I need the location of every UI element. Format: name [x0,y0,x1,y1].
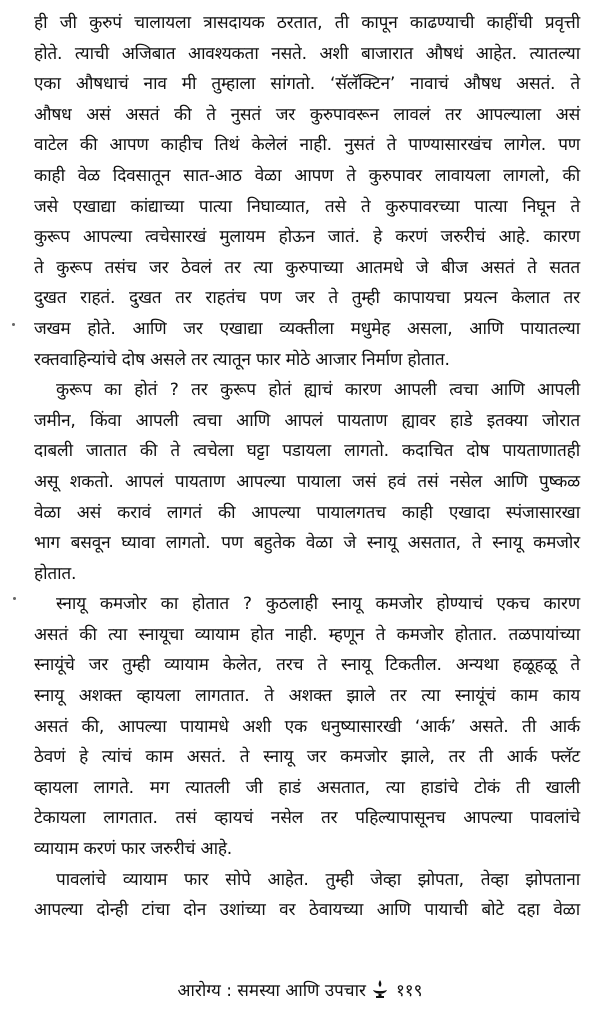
text-line: ते कुरूप तसंच जर ठेवलं तर त्या कुरुपाच्या आतमधे जे बीज असतं ते सतत [34,257,580,278]
paragraph-start-line: कुरूप का होतं ? तर कुरूप होतं ह्याचं कारण आपली त्वचा आणि आपली [56,380,580,401]
text-line: असतं की त्या स्नायूचा व्यायाम होत नाही. म्हणून ते कमजोर होतात. तळपायांच्या [34,624,580,645]
text-line: टेकायला लागतात. तसं व्हायचं नसेल तर पहिल्यापासूनच आपल्या पावलांचे [34,808,580,829]
text-line: जमीन, किंवा आपली त्वचा आणि आपलं पायताण ह्यावर हाडे इतक्या जोरात [34,410,580,431]
text-line: व्हायला लागते. मग त्यातली जी हाडं असतात, त्या हाडांचे टोकं ती खाली [34,777,580,798]
margin-speck [13,597,16,600]
text-line: जसे एखाद्या कांद्याच्या पात्या निघाव्यात, तसे ते कुरुपावरच्या पात्या निघून ते [34,196,580,217]
text-line: वेळा असं करावं लागतं की आपल्या पायालगतच काही एखादा स्पंजासारखा [34,502,580,523]
oil-lamp-icon [372,979,388,999]
paragraph-start-line: स्नायू कमजोर का होतात ? कुठलाही स्नायू कमजोर होण्याचं एकच कारण [56,594,580,615]
text-line: ही जी कुरुपं चालायला त्रासदायक ठरतात, ती कापून काढण्याची काहींची प्रवृत्ती [34,13,580,33]
page-footer [0,972,600,1006]
text-line: जखम होते. आणि जर एखाद्या व्यक्तीला मधुमेह असला, आणि पायातल्या [34,318,580,339]
text-line: काही वेळ दिवसातून सात-आठ वेळा आपण ते कुरुपावर लावायला लागलो, की [34,165,580,186]
running-title: आरोग्य : समस्या आणि उपचार [177,980,366,1001]
text-line: आपल्या दोन्ही टांचा दोन उशांच्या वर ठेवायच्या आणि पायाची बोटे दहा वेळा [34,900,580,921]
text-line: औषध असं असतं की ते नुसतं जर कुरुपावरून लावलं तर आपल्याला असं [34,104,580,125]
text-line: दाबली जातात की ते त्वचेला घट्टा पडायला लागतो. कदाचित दोष पायताणातही [34,441,580,462]
paragraph-end-line: होतात. [34,563,77,584]
text-line: स्नायू अशक्त व्हायला लागतात. ते अशक्त झाले तर त्या स्नायूंचं काम काय [34,686,580,707]
text-line: होते. त्याची अजिबात आवश्यकता नसते. अशी बाजारात औषधं आहेत. त्यातल्या [34,43,580,64]
text-line: भाग बसवून घ्यावा लागतो. पण बहुतेक वेळा जे स्नायू असतात, ते स्नायू कमजोर [34,533,580,554]
margin-speck [12,323,15,326]
text-line: स्नायूंचे जर तुम्ही व्यायाम केलेत, तरच ते स्नायू टिकतील. अन्यथा हळूहळू ते [34,655,580,676]
text-line: एका औषधाचं नाव मी तुम्हाला सांगतो. ‘सॅलॅक्टिन’ नावाचं औषध असतं. ते [34,74,580,95]
paragraph-end-line: रक्तवाहिन्यांचे दोष असले तर त्यातून फार मोठे आजार निर्माण होतात. [34,349,450,370]
text-line: ठेवणं हे त्यांचं काम असतं. ते स्नायू जर कमजोर झाले, तर ती आर्क फ्लॅट [34,747,580,768]
page-number: ११९ [395,980,423,1001]
paragraph-start-line: पावलांचे व्यायाम फार सोपे आहेत. तुम्ही जेव्हा झोपता, तेव्हा झोपताना [56,869,580,890]
text-line: असू शकतो. आपलं पायताण आपल्या पायाला जसं हवं तसं नसेल आणि पुष्कळ [34,471,580,492]
text-line: कुरूप आपल्या त्वचेसारखं मुलायम होऊन जातं. हे करणं जरुरीचं आहे. कारण [34,227,580,248]
text-line: वाटेल की आपण काहीच तिथं केलेलं नाही. नुसतं ते पाण्यासारखंच लागेल. पण [34,135,580,156]
paragraph-end-line: व्यायाम करणं फार जरुरीचं आहे. [34,839,233,860]
text-line: असतं की, आपल्या पायामधे अशी एक धनुष्यासारखी ‘आर्क’ असते. ती आर्क [34,716,580,737]
body-text [34,8,580,926]
text-line: दुखत राहतं. दुखत तर राहतंच पण जर ते तुम्ही कापायचा प्रयत्न केलात तर [34,288,580,309]
